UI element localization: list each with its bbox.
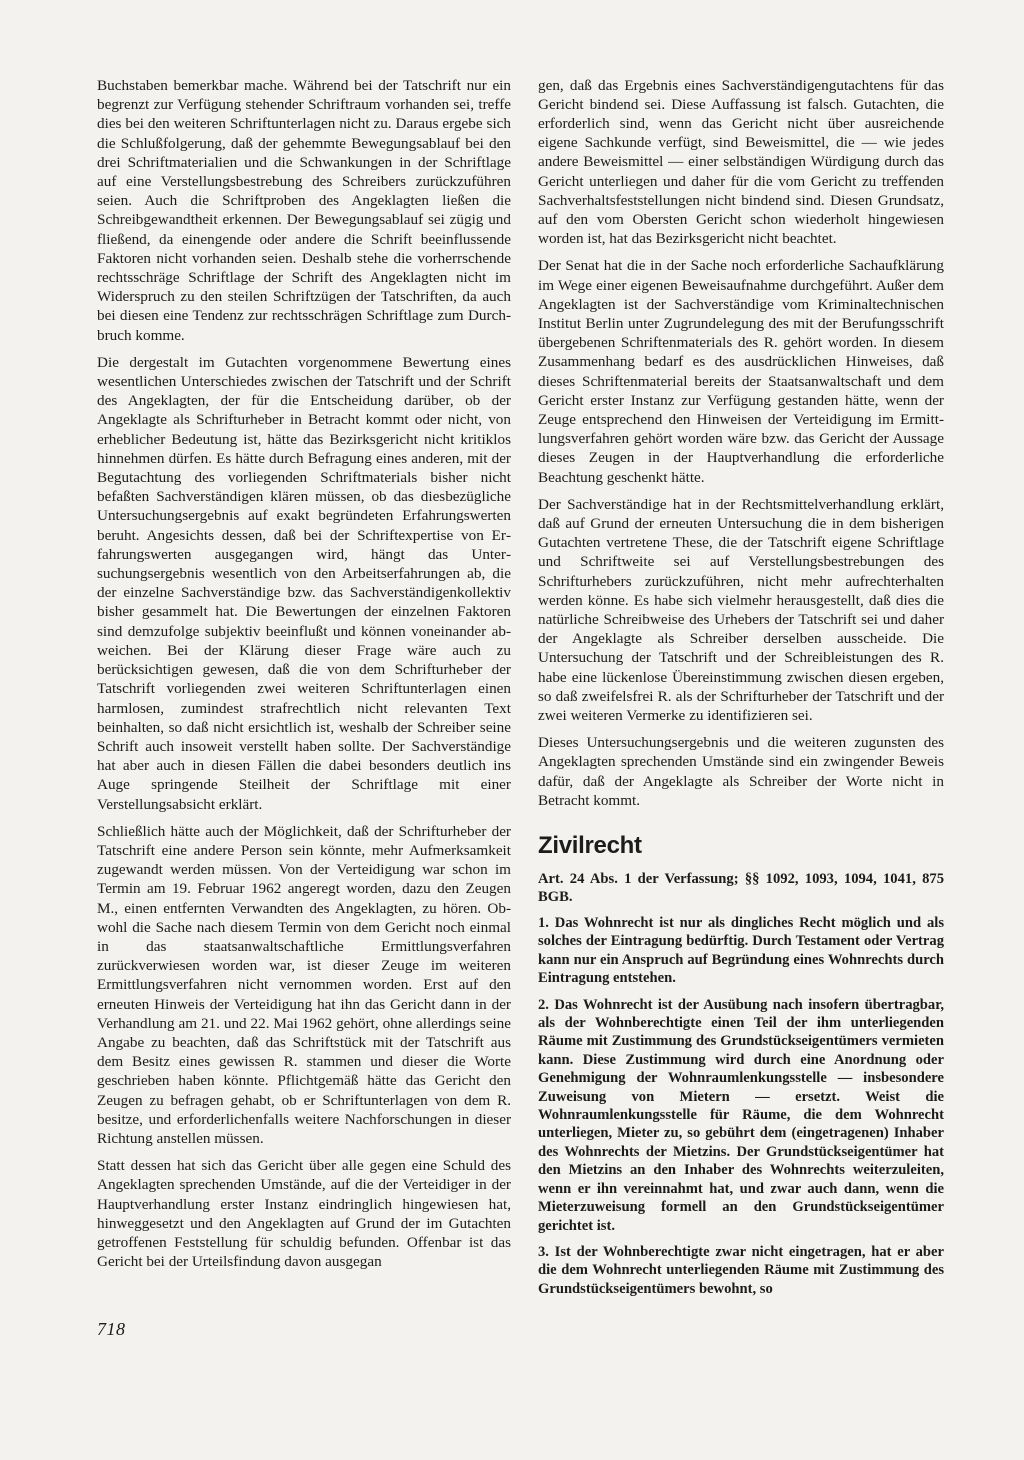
leitsatz-3: 3. Ist der Wohnberechtigte zwar nicht eingetragen, hat er aber die dem Wohnrecht unterliegenden Räume mit Zustimmung des Grundstückseigentümers bewohnt, so <box>538 1243 944 1297</box>
paragraph: Statt dessen hat sich das Gericht über alle gegen eine Schuld des Angeklagten sprechenden Umstände, auf die der Verteidiger in der Hauptverhandlung erster Instanz eindringlich hingewiesen hat, hinweggesetzt und den Angeklagten auf Grund der im Gutachten getroffenen Feststellung für schuldig befunden. Offenbar ist das Gericht bei der Urteilsfindung davon ausgegan <box>97 1157 511 1271</box>
paragraph: Die dergestalt im Gutachten vorgenommene Bewertung eines wesentlichen Unterschiedes zwischen der Tatschrift und der Schrift des Angeklagten, der für die Entscheidung darüber, ob der Angeklagte als Schrifturheber in Betracht kommt oder nicht, von erheblicher Bedeutung ist, hätte das Bezirksgericht nicht kritiklos hinnehmen dürfen. Es hätte durch Befragung eines anderen, mit der Begutachtung des vorliegenden Schriftmaterials bisher nicht befaßten Sachverständigen klären müssen, ob das diesbezügliche Untersuchungsergebnis auf exakt begründeten Erfahrungswerten beruht. Angesichts dessen, daß bei der Schriftexpertise von Erfahrungswerten ausgegangen wird, hängt das Untersuchungsergebnis wesentlich von den Arbeitserfahrungen ab, die der einzelne Sachverständige bzw. das Sachverständigenkollektiv bisher gesammelt hat. Die Bewertungen der einzelnen Faktoren sind demzufolge subjektiv beeinflußt und können voneinander abweichen. Bei der Klärung dieser Frage wäre auch zu berücksichtigen gewesen, daß die von dem Schrifturheber der Tatschrift vorliegenden zwei weiteren Schriftunterlagen einen harmlosen, zumindest strafrechtlich nicht relevanten Text beinhalten, so daß nicht ersichtlich ist, weshalb der Schreiber seine Schrift auch insoweit verstellt haben sollte. Der Sachverständige hat aber auch in diesen Fällen die dabei besonders deutlich ins Auge springende Steilheit der Schriftlage mit einer Verstellungsabsicht erklärt. <box>97 353 511 813</box>
section-heading: Zivilrecht <box>538 832 642 860</box>
page-number: 718 <box>97 1319 126 1339</box>
paragraph: Der Sachverständige hat in der Rechtsmittelverhandlung erklärt, daß auf Grund der erneuten Untersuchung die in dem bisherigen Gutachten vertretene These, die der Tatschrift eigene Schriftlage und Schriftweite sei auf Verstellungsbestrebungen des Schrifturhebers zurückzuführen, nicht mehr aufrechterhalten werden könne. Es habe sich vielmehr herausgestellt, daß dies die natürliche Schreibweise des Urhebers der Tatschrift sei und daher der Angeklagte als Schreiber derselben ausscheide. Die Untersuchung der Tatschrift und der Schreibleistungen des R. habe eine lückenlose Übereinstimmung zwischen diesen ergeben, so daß zweifelsfrei R. als der Schrifturheber der Tatschrift und der zwei weiteren Vermerke zu identifizieren sei. <box>538 495 944 724</box>
leitsatz-1: 1. Das Wohnrecht ist nur als dingliches Recht möglich und als solches der Eintragung bedürftig. Durch Testament oder Vertrag kann nur ein Anspruch auf Begründung eines Wohnrechts durch Eintragung entstehen. <box>538 915 944 987</box>
law-reference: Art. 24 Abs. 1 der Verfassung; §§ 1092, 1093, 1094, 1041, 875 BGB. <box>538 871 944 906</box>
paragraph: Buchstaben bemerkbar mache. Während bei der Tatschrift nur ein begrenzt zur Verfügung stehender Schriftraum vorhanden sei, treffe dies bei den weiteren Schriftunterlagen nicht zu. Daraus ergebe sich die Schlußfolgerung, daß der gehemmte Bewegungsablauf bei den drei Schriftmaterialien und die Schwankungen in der Schriftlage auf eine Verstellungsbestrebung des Schreibers zurückzuführen seien. Auch die Schriftproben des Angeklagten ließen die Schreibgewandtheit erkennen. Der Bewegungsablauf sei zügig und fließend, da einengende oder andere die Schrift beeinflussende Faktoren nicht vorhanden seien. Deshalb stehe die vorherrschende rechtsschräge Schriftlage der Schrift des Angeklagten nicht im Widerspruch zu den steilen Schriftzügen der Tatschriften, da auch bei diesen eine Tendenz zur rechtsschrägen Schriftlage zum Durchbruch komme. <box>97 77 511 344</box>
left-text-column <box>97 76 511 1279</box>
paragraph: Der Senat hat die in der Sache noch erforderliche Sachaufklärung im Wege einer eigenen Beweisaufnahme durchgeführt. Außer dem Angeklagten ist der Sachverständige vom Kriminaltechnischen Institut Berlin unter Zugrundelegung des mit der Berufungsschrift übergebenen Schriftenmaterials des R. gehört worden. In diesem Zusammenhang bedarf es des ausdrücklichen Hinweises, daß dieses Schriftenmaterial bereits der Staatsanwaltschaft und dem Gericht erster Instanz zur Verfügung gestanden hätte, wenn der Zeuge entsprechend den Hinweisen der Verteidigung im Ermittlungsverfahren gehört worden wäre bzw. das Gericht der Aussage dieses Zeugen in der Hauptverhandlung die erforderliche Beachtung geschenkt hätte. <box>538 257 944 486</box>
paragraph: Schließlich hätte auch der Möglichkeit, daß der Schrifturheber der Tatschrift eine andere Person sein könnte, mehr Aufmerksamkeit zugewandt werden müssen. Von der Verteidigung war schon im Termin am 19. Februar 1962 angeregt worden, dazu den Zeugen M., einen entfernten Verwandten des Angeklagten, zu hören. Obwohl die Sache nach diesem Termin von dem Gericht noch einmal in das staatsanwaltschaftliche Ermittlungsverfahren zurückverwiesen worden war, ist dieser Zeuge im weiteren Ermittlungsverfahren nicht vernommen worden. Erst auf den erneuten Hinweis der Verteidigung hat ihn das Gericht dann in der Verhandlung am 21. und 22. Mai 1962 gehört, ohne allerdings seine Angabe zu beachten, daß das Schriftstück mit der Tatschrift aus dem Besitz eines gewissen R. stammen und dieser die Worte geschrieben haben könnte. Pflichtgemäß hätte das Gericht den Zeugen zu befragen gehabt, ob er Schriftunterlagen von dem R. besitze, und erforderlichenfalls weitere Nachforschungen in dieser Richtung anstellen müssen. <box>97 822 511 1147</box>
paragraph: Dieses Untersuchungsergebnis und die weiteren zugunsten des Angeklagten sprechenden Umstände sind ein zwingender Beweis dafür, daß der Angeklagte als Schreiber der Worte nicht in Betracht kommt. <box>538 734 944 809</box>
paragraph: gen, daß das Ergebnis eines Sachverständigengutachtens für das Gericht bindend sei. Diese Auffassung ist falsch. Gutachten, die erforderlich sind, wenn das Gericht nicht über ausreichende eigene Sachkunde verfügt, sind Beweismittel, die — wie jedes andere Beweismittel — einer selbständigen Würdigung durch das Gericht unterliegen und daher für die vom Gericht zu treffenden Sachverhaltsfeststellungen nicht bindend sind. Diesen Grundsatz, auf den vom Obersten Gericht schon wiederholt hingewiesen worden ist, hat das Bezirksgericht nicht beachtet. <box>538 76 944 248</box>
leitsatz-2: 2. Das Wohnrecht ist der Ausübung nach insofern übertragbar, als der Wohnberechtigte einen Teil der ihm unterliegenden Räume mit Zustimmung des Grundstückseigentümers vermieten kann. Diese Zustimmung wird durch eine Anordnung oder Genehmigung der Wohnraumlenkungsstelle — insbesondere Zuweisung von Mietern — ersetzt. Weist die Wohnraumlenkungsstelle für Räume, die dem Wohnrecht unterliegen, Mieter zu, so gebührt dem (eingetragenen) Inhaber des Wohnrechts der Mietzins. Der Grundstückseigentümer hat den Mietzins an den Inhaber des Wohnrechts weiterzuleiten, wenn er ihn vereinnahmt hat, und zwar auch dann, wenn die Mieterzuweisung formell an den Grundstückseigentümer gerichtet ist. <box>538 996 944 1234</box>
right-text-column <box>538 76 944 1306</box>
